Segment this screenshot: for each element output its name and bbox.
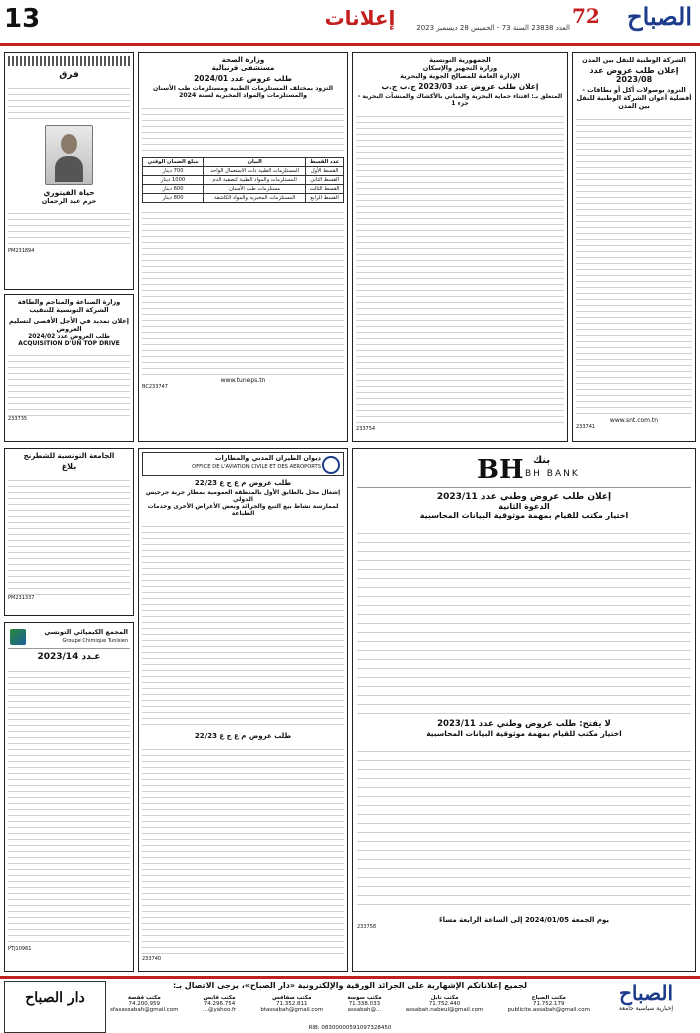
ad-bank-subtitle3: اختيار مكتب للقيام بمهمة موثوقية البيانات المحاسبية <box>426 729 622 738</box>
footer-bank-line: RIB: 08300000591097328450 <box>308 1025 392 1031</box>
ad-aviation-subtitle: إشغال محل بالطابق الأول بالمنطقة العمومية بمطار جربة جرجيس الدولي <box>145 489 341 503</box>
ornament-border <box>8 56 130 66</box>
ad-federation-org: الجامعة التونسية للشطرنج <box>23 452 115 460</box>
desk-title: مكتب قابس <box>203 995 236 1001</box>
table-header: البيان <box>204 158 306 167</box>
ad-bank-title2: لا يفتح: طلب عروض وطني عدد 2023/11 <box>437 719 611 729</box>
ad-mourning-body <box>8 208 130 248</box>
table-cell: القسط الثاني <box>306 176 344 185</box>
footer <box>0 976 700 1033</box>
desk-phone: 74.296.754 <box>203 1001 236 1007</box>
table-cell: المستلزمات الطبية ذات الاستعمال الواحد <box>204 167 306 176</box>
page-number: 13 <box>4 4 41 34</box>
chemical-logo <box>8 626 130 649</box>
ad-mourning-role: حرم عبد الرحمان <box>41 197 97 205</box>
table-row <box>143 167 344 176</box>
bank-logo <box>357 453 691 488</box>
ad-equipment-dept: الإدارة العامة للمصالح الجوية والبحرية <box>400 72 520 80</box>
ad-aviation-subtitle2: لممارسة نشاط بيع التبغ والجرائد وبعض الأغراض الأخرى وخدمات الطباعة <box>147 503 339 517</box>
desk-email: sfaxassabah@gmail.com <box>110 1007 179 1013</box>
table-header: مبلغ الضمان الوقتي <box>143 158 204 167</box>
ad-bank-body2 <box>357 743 691 913</box>
ad-industry-subtitle: طلب العروض عدد 2024/02 <box>28 333 110 340</box>
desk-item <box>260 995 323 1013</box>
ad-transport-org: الشركة الوطنية للنقل بين المدن <box>582 56 686 64</box>
ad-health <box>138 52 348 442</box>
desk-item <box>110 995 179 1013</box>
bank-logo-mark: BH <box>477 455 524 485</box>
footer-brand-right <box>596 981 696 1031</box>
ad-chemical-title: عـدد 2023/14 <box>37 652 101 662</box>
table-cell: المستلزمات المخبرية والمواد الكاشفة <box>204 194 306 203</box>
table-row <box>143 194 344 203</box>
ad-equipment-ministry: وزارة التجهيز والإسكان <box>422 64 498 72</box>
logo-number: 72 <box>572 4 600 28</box>
portrait-photo <box>45 125 93 185</box>
desk-phone: 71.338.033 <box>348 1001 381 1007</box>
ad-equipment-code: 233754 <box>356 426 376 432</box>
ad-health-title: طلب عروض عدد 2024/01 <box>194 74 292 83</box>
desk-email: btassabah@gmail.com <box>260 1007 324 1013</box>
table-cell: 1000 دينار <box>143 176 204 185</box>
ad-mourning-name: حياة الفيتوري <box>43 188 95 197</box>
table-cell: المستلزمات والمواد الطبية لتصفية الدم <box>204 176 306 185</box>
ad-equipment-subtitle: المتعلق بـ: اقتناء حماية البحرية والمباني بالأكشاك والمنشآت البحرية - جزء 1 <box>357 93 563 107</box>
ad-transport-subtitle: التزود بوصولات أكل أو بطاقات - أفضلية أعوان الشركة الوطنية للنقل بين المدن <box>576 86 692 110</box>
chemical-company-fr: Groupe Chimique Tunisien <box>62 638 128 644</box>
ad-aviation-body2 <box>142 744 344 956</box>
ad-industry-ministry: وزارة الصناعة والمناجم والطاقة <box>17 298 121 306</box>
ad-health-body <box>142 207 344 377</box>
ad-aviation-body <box>142 521 344 729</box>
brand-name: الصباح <box>627 2 692 31</box>
aviation-logo-icon <box>322 456 340 474</box>
ad-equipment-country: الجمهورية التونسية <box>429 56 491 64</box>
ad-health-code: BC233747 <box>142 384 168 390</box>
desk-email: publicite.assabah@gmail.com <box>507 1007 590 1013</box>
ad-chemical-body <box>8 666 130 946</box>
bank-name: BH BANK <box>525 469 580 479</box>
ad-transport-title: إعلان طلب عروض عدد 2023/08 <box>589 66 679 84</box>
footer-brand: الصباح <box>618 981 674 1005</box>
ad-health-subtitle: التزود بمختلف المستلزمات الطبية ومستلزمات طب الأسنان والمستلزمات والمواد المخبرية لسنة 2024 <box>152 85 334 99</box>
table-cell: القسط الثالث <box>306 185 344 194</box>
ad-aviation <box>138 448 348 972</box>
ad-health-hospital: مستشفى قرنبالية <box>211 64 275 72</box>
ad-federation-title: بلاغ <box>61 462 77 471</box>
ad-mourning-text <box>8 83 130 121</box>
desk-item <box>406 995 484 1013</box>
desk-title: مكتب صفاقس <box>272 995 312 1001</box>
ad-mourning-code: PM231894 <box>8 248 35 254</box>
ad-mourning-title: فرق <box>59 70 79 80</box>
aviation-org-fr: OFFICE DE L'AVIATION CIVILE ET DES AEROPORTS <box>192 464 321 470</box>
brand-logo <box>572 2 692 36</box>
chemical-company: المجمع الكيميائي التونسي <box>44 628 128 636</box>
desk-title: مكتب نابل <box>430 995 459 1001</box>
ad-bank-code: 233758 <box>357 924 377 930</box>
issue-line: العدد 23838 السنة 73 - الخميس 28 ديسمبر 2023 <box>416 24 570 32</box>
desk-title: مكتب سوسة <box>347 995 382 1001</box>
ad-industry-title: إعلان تمديد في الأجل الأقصى لتسليم العروض <box>8 317 130 333</box>
ad-industry-body <box>8 350 130 416</box>
chemical-logo-icon <box>10 629 26 645</box>
ad-industry <box>4 294 134 442</box>
ad-aviation-title2: طلب عروض م ع ج ع 22/23 <box>194 732 292 740</box>
ad-transport-website: www.snt.com.tn <box>609 417 659 424</box>
ad-health-ministry: وزارة الصحة <box>221 56 265 64</box>
desk-phone: 71.752.440 <box>428 1001 461 1007</box>
table-row <box>143 176 344 185</box>
desk-phone: 71.752.179 <box>533 1001 565 1007</box>
aviation-banner <box>142 452 344 476</box>
ad-bank-subtitle2: اختيار مكتب للقيام بمهمة موثوقية البيانات المحاسبية <box>419 511 629 520</box>
desk-email: ...@yahoo.fr <box>202 1007 237 1013</box>
ad-transport-code: 233741 <box>576 424 596 430</box>
ad-chemical-code: PTJ10961 <box>8 946 32 952</box>
ad-bank-title: إعلان طلب عروض وطني عدد 2023/11 <box>436 492 612 502</box>
table-row <box>143 185 344 194</box>
desk-title: مكتب الصباح <box>531 995 566 1001</box>
aviation-org: ديوان الطيران المدني والمطارات <box>214 454 321 462</box>
footer-tagline: إخبارية سياسية جامعة <box>618 1005 674 1012</box>
ad-equipment-body <box>356 111 564 426</box>
table-cell: القسط الأول <box>306 167 344 176</box>
ad-mourning <box>4 52 134 290</box>
table-cell: مستلزمات طب الأسنان <box>204 185 306 194</box>
footer-brand-left <box>4 981 106 1033</box>
ad-health-table <box>142 157 344 203</box>
footer-headline: لجميع إعلاناتكم الإشهارية على الجرائد الورقية والإلكترونية «دار الصباح»، يرجى الاتصال بـ: <box>173 981 527 990</box>
ad-equipment-title: إعلان طلب عروض عدد 2023/03 ج.ب ج.ب <box>381 82 539 91</box>
desk-phone: 74.200.959 <box>128 1001 161 1007</box>
ad-transport <box>572 52 696 442</box>
desk-item <box>508 995 590 1013</box>
footer-desks <box>110 995 590 1013</box>
page-header <box>0 0 700 46</box>
desk-phone: 71.352.811 <box>276 1001 308 1007</box>
ad-bank-body <box>357 525 691 715</box>
desk-email: assabah@... <box>347 1007 382 1013</box>
table-cell: 600 دينار <box>143 185 204 194</box>
bank-name-ar: بنك <box>533 455 551 466</box>
desk-item <box>203 995 236 1013</box>
ad-aviation-title: طلب عروض م ع ج ع 22/23 <box>194 479 292 487</box>
portrait-body-icon <box>55 156 83 182</box>
ad-bank <box>352 448 696 972</box>
desk-item <box>347 995 381 1013</box>
portrait-head-icon <box>61 134 77 154</box>
ad-transport-body <box>576 114 692 414</box>
table-cell: القسط الرابع <box>306 194 344 203</box>
ad-bank-deadline: يوم الجمعة 2024/01/05 إلى الساعة الرابعة مساءً <box>439 916 609 924</box>
ad-chemical <box>4 622 134 972</box>
ad-equipment <box>352 52 568 442</box>
ad-industry-code: 233735 <box>8 416 28 422</box>
ad-industry-company: الشركة التونسية للتنقيب <box>29 306 109 314</box>
ad-federation-code: PM231337 <box>8 595 35 601</box>
ad-industry-subtitle-fr: ACQUISITION D'UN TOP DRIVE <box>18 340 120 347</box>
table-cell: 700 دينار <box>143 167 204 176</box>
ad-bank-subtitle: الدعوة الثانية <box>498 502 550 511</box>
section-title: إعلانات <box>324 6 396 30</box>
ad-aviation-code: 233740 <box>142 956 162 962</box>
table-cell: 800 دينار <box>143 194 204 203</box>
table-header: عدد القسط <box>306 158 344 167</box>
ad-federation-body <box>8 475 130 595</box>
ad-health-website: www.tuneps.tn <box>220 377 266 384</box>
ad-federation <box>4 448 134 616</box>
desk-email: assabah.nabeul@gmail.com <box>405 1007 484 1013</box>
ad-health-intro <box>142 103 344 153</box>
desk-title: مكتب قفصة <box>127 995 161 1001</box>
footer-brand2: دار الصباح <box>25 990 85 1006</box>
